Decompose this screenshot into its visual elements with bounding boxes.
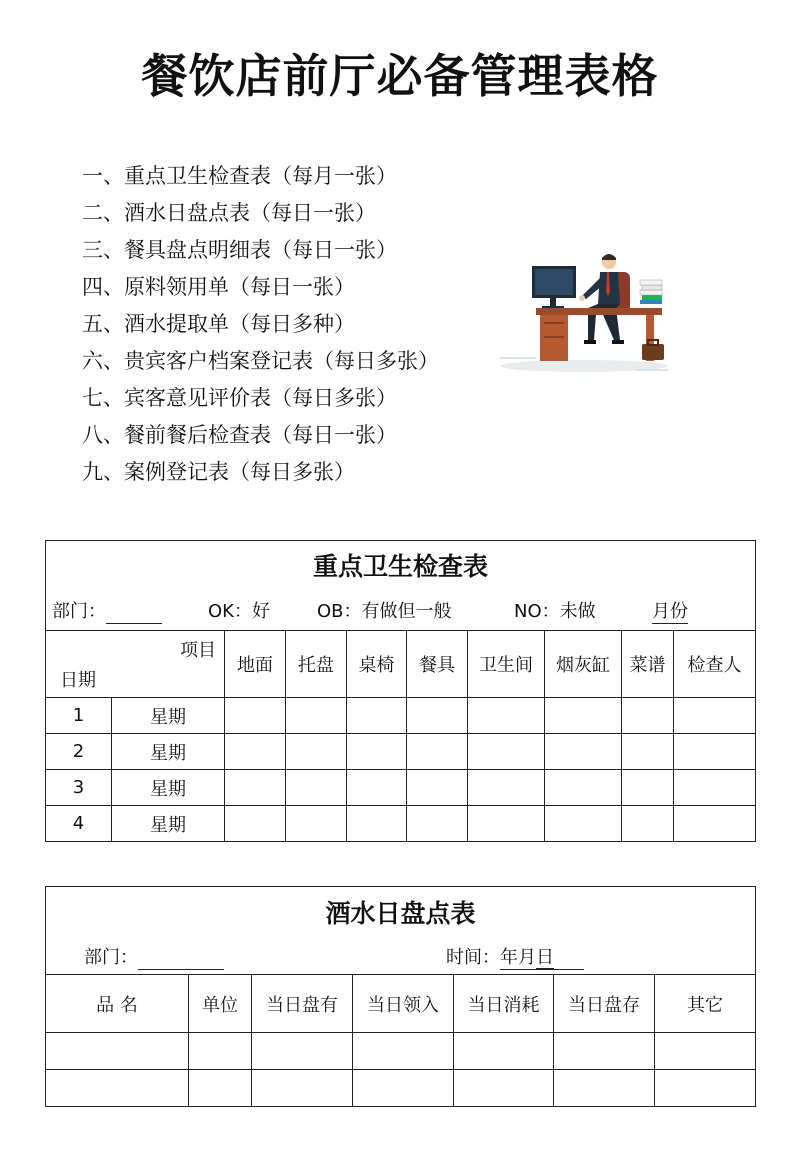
row-number: 1: [46, 698, 112, 734]
empty-cell[interactable]: [622, 770, 674, 806]
column-header: 烟灰缸: [545, 631, 622, 698]
column-header: 其它: [655, 975, 756, 1033]
table-row: [46, 770, 756, 806]
no-legend: NO：未做: [514, 601, 596, 623]
empty-cell[interactable]: [674, 806, 756, 842]
empty-cell[interactable]: [189, 1033, 252, 1070]
ok-legend: OK：好: [208, 601, 270, 623]
empty-cell[interactable]: [225, 806, 286, 842]
empty-cell[interactable]: [468, 734, 545, 770]
hygiene-table-title-cell: [46, 541, 756, 589]
dept-blank: [106, 603, 162, 624]
item-header: 项目: [180, 640, 216, 661]
time-label: 时间：: [446, 947, 500, 969]
table-row: [46, 698, 756, 734]
column-header: 当日盘存: [554, 975, 655, 1033]
empty-cell[interactable]: [46, 1070, 189, 1107]
drinks-table-title: 酒水日盘点表: [325, 898, 476, 928]
empty-cell[interactable]: [545, 698, 622, 734]
empty-cell[interactable]: [674, 770, 756, 806]
empty-cell[interactable]: [545, 806, 622, 842]
dept-field: [52, 597, 106, 623]
empty-cell[interactable]: [454, 1070, 554, 1107]
column-header: 桌椅: [347, 631, 407, 698]
empty-cell[interactable]: [674, 698, 756, 734]
toc-item: 八、餐前餐后检查表（每日一张）: [82, 423, 397, 447]
empty-cell[interactable]: [554, 1033, 655, 1070]
empty-cell[interactable]: [347, 734, 407, 770]
column-header: 当日领入: [353, 975, 454, 1033]
empty-cell[interactable]: [407, 770, 468, 806]
row-weekday: 星期: [112, 734, 225, 770]
empty-cell[interactable]: [353, 1070, 454, 1107]
empty-cell[interactable]: [407, 698, 468, 734]
toc-item: 二、酒水日盘点表（每日一张）: [82, 201, 376, 225]
date-header: 日期: [60, 670, 96, 691]
empty-cell[interactable]: [622, 806, 674, 842]
table-row: [46, 1070, 756, 1107]
diagonal-header-cell: [46, 631, 225, 698]
month-label: 月份: [652, 601, 688, 623]
toc-item: 六、贵宾客户档案登记表（每日多张）: [82, 349, 439, 373]
table-row: [46, 1033, 756, 1070]
day-label: 日: [536, 947, 554, 969]
row-weekday: 星期: [112, 698, 225, 734]
column-header: 卫生间: [468, 631, 545, 698]
empty-cell[interactable]: [225, 734, 286, 770]
column-header: 当日消耗: [454, 975, 554, 1033]
empty-cell[interactable]: [286, 698, 347, 734]
column-header: 托盘: [286, 631, 347, 698]
day-blank: [536, 949, 584, 970]
office-worker-illustration: [496, 248, 672, 376]
hygiene-inspection-table: [45, 540, 756, 842]
page-title: 餐饮店前厅必备管理表格: [141, 49, 659, 103]
month-label: 月: [518, 947, 536, 969]
table-of-contents: [82, 158, 439, 491]
empty-cell[interactable]: [286, 734, 347, 770]
dept-blank: [138, 949, 224, 970]
empty-cell[interactable]: [46, 1033, 189, 1070]
empty-cell[interactable]: [545, 734, 622, 770]
drinks-table-title-cell: [46, 887, 756, 937]
toc-item: 四、原料领用单（每日一张）: [82, 275, 355, 299]
empty-cell[interactable]: [189, 1070, 252, 1107]
column-header: 当日盘有: [252, 975, 353, 1033]
empty-cell[interactable]: [674, 734, 756, 770]
hygiene-table-title: 重点卫生检查表: [313, 551, 489, 581]
empty-cell[interactable]: [347, 770, 407, 806]
toc-item: 三、餐具盘点明细表（每日一张）: [82, 238, 397, 262]
empty-cell[interactable]: [347, 698, 407, 734]
toc-item: 五、酒水提取单（每日多种）: [82, 312, 355, 336]
empty-cell[interactable]: [225, 698, 286, 734]
empty-cell[interactable]: [468, 770, 545, 806]
ob-legend: OB：有做但一般: [317, 601, 452, 623]
empty-cell[interactable]: [286, 770, 347, 806]
hygiene-info-row: [46, 589, 756, 631]
toc-item: 一、重点卫生检查表（每月一张）: [82, 164, 397, 188]
month-blank: [652, 603, 688, 624]
month-field: [652, 597, 688, 623]
row-weekday: 星期: [112, 770, 225, 806]
row-number: 4: [46, 806, 112, 842]
empty-cell[interactable]: [353, 1033, 454, 1070]
column-header: 菜谱: [622, 631, 674, 698]
empty-cell[interactable]: [225, 770, 286, 806]
dept-label: 部门：: [84, 947, 138, 969]
empty-cell[interactable]: [252, 1033, 353, 1070]
dept-label: 部门：: [52, 601, 106, 623]
column-header: 单位: [189, 975, 252, 1033]
empty-cell[interactable]: [407, 806, 468, 842]
drinks-inventory-table: [45, 886, 756, 1107]
row-number: 2: [46, 734, 112, 770]
column-header: 地面: [225, 631, 286, 698]
column-header: 品 名: [46, 975, 189, 1033]
table-row: [46, 734, 756, 770]
row-number: 3: [46, 770, 112, 806]
empty-cell[interactable]: [454, 1033, 554, 1070]
column-header: 餐具: [407, 631, 468, 698]
year-label: 年: [500, 947, 518, 969]
empty-cell[interactable]: [554, 1070, 655, 1107]
column-header: 检查人: [674, 631, 756, 698]
empty-cell[interactable]: [468, 698, 545, 734]
toc-item: 九、案例登记表（每日多张）: [82, 460, 355, 484]
empty-cell[interactable]: [468, 806, 545, 842]
empty-cell[interactable]: [252, 1070, 353, 1107]
empty-cell[interactable]: [655, 1070, 756, 1107]
empty-cell[interactable]: [347, 806, 407, 842]
table-row: [46, 806, 756, 842]
empty-cell[interactable]: [407, 734, 468, 770]
date-field: [446, 943, 554, 969]
empty-cell[interactable]: [655, 1033, 756, 1070]
empty-cell[interactable]: [286, 806, 347, 842]
empty-cell[interactable]: [545, 770, 622, 806]
empty-cell[interactable]: [622, 698, 674, 734]
row-weekday: 星期: [112, 806, 225, 842]
dept-field: [84, 943, 138, 969]
drinks-info-row: [46, 937, 756, 975]
toc-item: 七、宾客意见评价表（每日多张）: [82, 386, 397, 410]
empty-cell[interactable]: [622, 734, 674, 770]
